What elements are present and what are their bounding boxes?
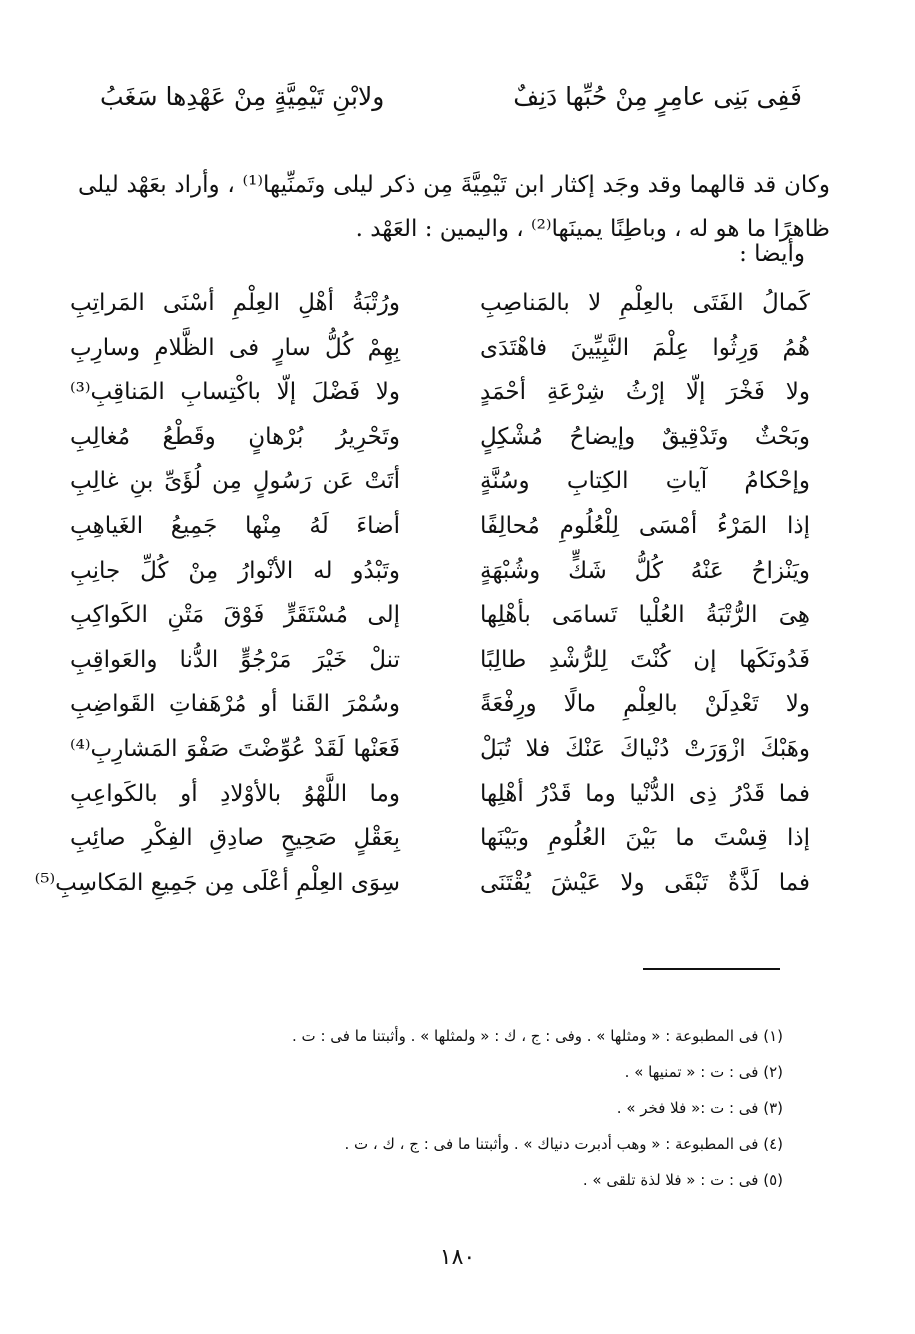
poem-couplet [70,691,810,736]
poem-couplet [70,647,810,692]
first-hemistich: ولا تَعْدِلَنْ بالعِلْمِ مالًا ورِفْعَةً [480,691,810,718]
second-hemistich: ولا فَضْلَ إلّا باكْتِسابِ المَناقِبِ⁽³⁾ [70,379,400,406]
first-hemistich: إذا المَرْءُ أمْسَى لِلْعُلُومِ مُحالِفًا [480,512,810,539]
poem-couplet [70,335,810,380]
poem-couplet [70,602,810,647]
footnote-divider [643,968,780,970]
poem-couplet [70,558,810,603]
first-hemistich: فَدُونَكَها إن كُنْتَ لِلرُّشْدِ طالِبًا [480,646,810,673]
second-hemistich: فَعَنْها لَقَدْ عُوِّضْتَ صَفْوَ المَشارِبِ⁽⁴⁾ [70,735,400,762]
footnote: (١) فى المطبوعة : « ومثلها » . وفى : ج ، ك : « ولمثلها » . وأثبتنا ما فى : ت . [292,1027,783,1045]
first-hemistich: كَمالُ الفَتَى بالعِلْمِ لا بالمَناصِبِ [480,290,810,316]
first-hemistich: فما قَدْرُ ذِى الدُّنْيا وما قَدْرُ أهْلِها [480,780,810,807]
first-hemistich: وهَبْكَ ازْوَرَتْ دُنْياكَ عَنْكَ فلا تُبَلْ [480,735,810,762]
first-hemistich: هِىَ الرُّتْبَةُ العُلْيا تَسامَى بأهْلِها [480,602,810,629]
second-hemistich: وتَحْرِيرُ بُرْهانٍ وقَطْعُ مُغالِبِ [70,423,400,450]
second-hemistich: تنلْ خَيْرَ مَرْجُوٍّ الدُّنا والعَواقِبِ [70,646,400,673]
second-hemistich: بِهِمْ كُلُّ سارٍ فى الظَّلامِ وسارِبِ [70,334,400,361]
first-hemistich: فما لَذَّةٌ تَبْقَى ولا عَيْشَ يُقْتَنَى [480,869,810,896]
footnote: (٢) فى : ت : « تمنيها » . [624,1063,783,1081]
first-hemistich: إذا قِسْتَ ما بَيْنَ العُلُومِ وبَيْنَها [480,825,810,852]
second-hemistich: ورُتْبَةُ أهْلِ العِلْمِ أسْنَى المَراتِبِ [70,290,400,316]
footnotes-list [223,1018,783,1198]
second-hemistich: وما اللَّهْوُ بالأوْلادِ أو بالكَواعِبِ [70,780,400,807]
opening-verse [100,82,802,122]
poem-couplet [70,513,810,558]
second-hemistich: إلى مُسْتَقَرٍّ فَوْقَ مَتْنِ الكَواكِبِ [70,602,400,629]
poem [34,290,810,914]
footnote: (٤) فى المطبوعة : « وهب أدبرت دنياك » . وأثبتنا ما فى : ج ، ك ، ت . [344,1135,783,1153]
poem-intro-label: وأيضا : [739,241,805,267]
first-hemistich: وبَحْثٌ وتَدْقِيقٌ وإيضاحُ مُشْكِلٍ [480,423,810,450]
opening-verse-first-hemistich: فَفِى بَنِى عامِرٍ مِنْ حُبِّها دَنِفٌ [513,82,802,111]
first-hemistich: هُمُ وَرِثُوا عِلْمَ النَّبِيِّينَ فاهْتَدَى [480,334,810,361]
second-hemistich: أضاءَ لَهُ مِنْها جَمِيعُ الغَياهِبِ [70,512,400,539]
poem-couplet [70,781,810,826]
poem-couplet [70,468,810,513]
poem-couplet [70,290,810,335]
second-hemistich: وتَبْدُو له الأنْوارُ مِنْ كُلِّ جانِبِ [70,557,400,584]
page-number: ١٨٠ [439,1245,476,1270]
opening-verse-second-hemistich: ولابْنِ تَيْمِيَّةٍ مِنْ عَهْدِها سَغَبُ [100,82,385,111]
second-hemistich: بِعَقْلٍ صَحِيحٍ صادِقِ الفِكْرِ صائِبِ [70,825,400,852]
footnote: (٣) فى : ت :« فلا فخر » . [616,1099,783,1117]
second-hemistich: أتَتْ عَن رَسُولٍ مِن لُؤَىِّ بنِ غالِبِ [70,468,400,495]
poem-couplet [70,825,810,870]
second-hemistich: سِوَى العِلْمِ أعْلَى مِن جَمِيعِ المَكاسِبِ⁽⁵⁾ [34,869,400,896]
prose-paragraph: وكان قد قالهما وقد وجَد إكثار ابن تَيْمِيَّةَ مِن ذكر ليلى وتَمنِّيها⁽¹⁾ ، وأراد بعَهْد ليلى ظاهرًا ما هو له ، وباطِنًا يمينَها⁽²⁾ ، واليمين : العَهْد . [78,172,830,242]
footnote: (٥) فى : ت : « فلا لذة تلقى » . [582,1171,783,1189]
first-hemistich: ويَنْزاحُ عَنْهُ كُلُّ شَكٍّ وشُبْهَةٍ [480,557,810,584]
first-hemistich: وإحْكامُ آياتِ الكِتابِ وسُنَّةٍ [480,468,810,495]
poem-couplet [70,736,810,781]
poem-couplet [70,379,810,424]
first-hemistich: ولا فَخْرَ إلّا إرْثُ شِرْعَةِ أحْمَدٍ [480,379,810,406]
poem-couplet [70,424,810,469]
second-hemistich: وسُمْرَ القَنا أو مُرْهَفاتِ القَواضِبِ [70,691,400,718]
poem-couplet [34,869,810,915]
